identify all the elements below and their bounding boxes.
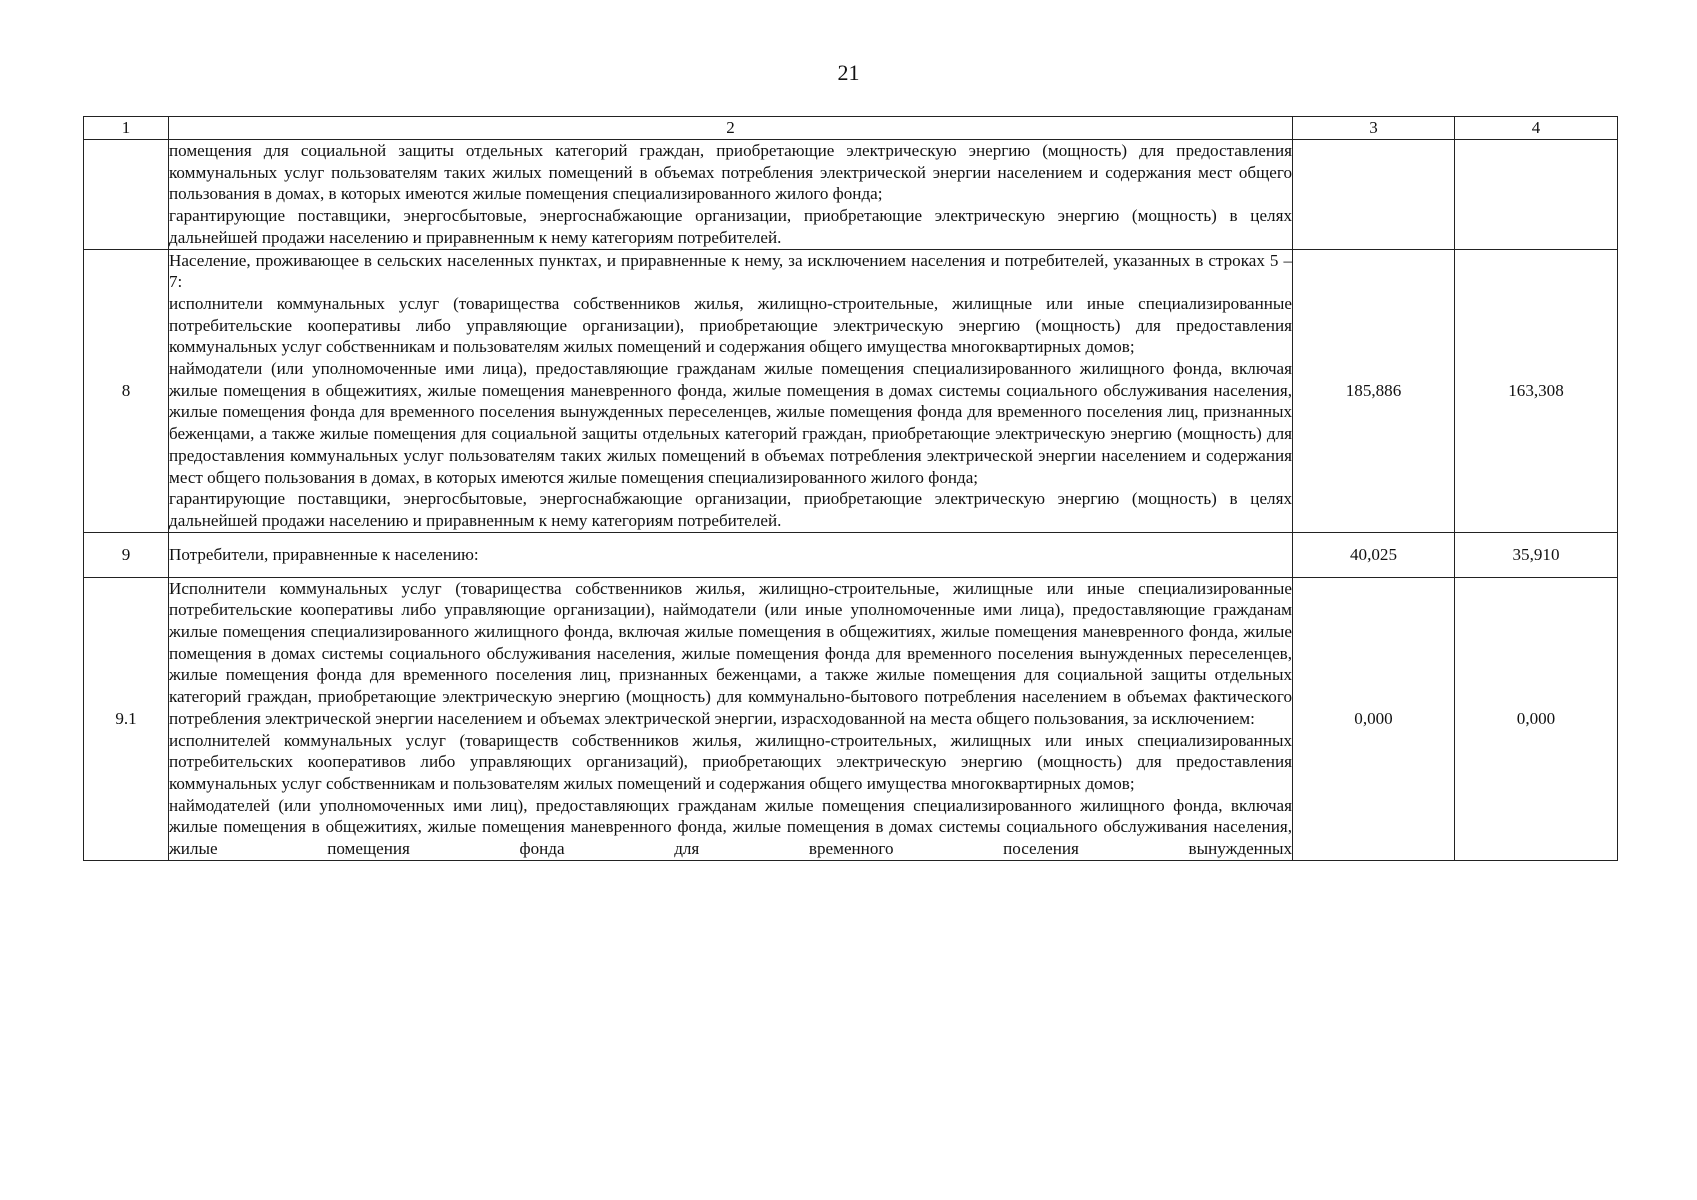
row-value-col3: 185,886 <box>1293 249 1455 532</box>
description-paragraph: исполнители коммунальных услуг (товарищества собственников жилья, жилищно-строительные, жилищные или иные специализированные потребительские кооперативы либо управляющие организации), приобретающие электрическую энергию (мощность) для предоставления коммунальных услуг собственникам и пользователям жилых помещений и содержания общего имущества многоквартирных домов; <box>169 293 1292 357</box>
row-description <box>169 249 1293 532</box>
description-paragraph: гарантирующие поставщики, энергосбытовые, энергоснабжающие организации, приобретающие электрическую энергию (мощность) в целях дальнейшей продажи населению и приравненным к нему категориям потребителей. <box>169 489 1292 530</box>
row-value-col3: 0,000 <box>1293 577 1455 860</box>
description-paragraph: Потребители, приравненные к населению: <box>169 544 479 564</box>
description-paragraph: Исполнители коммунальных услуг (товарищества собственников жилья, жилищно-строительные, жилищные или иные специализированные потребительские кооперативы либо управляющие организации), наймодатели (или иные уполномоченные ими лица), предоставляющие гражданам жилые помещения специализированного жилищного фонда, включая жилые помещения в общежитиях, жилые помещения маневренного фонда, жилые помещения в домах системы социального обслуживания населения, жилые помещения фонда для временного поселения вынужденных переселенцев, жилые помещения фонда для временного поселения лиц, признанных беженцами, а также жилые помещения для социальной защиты отдельных категорий граждан, приобретающие электрическую энергию (мощность) для коммунально-бытового потребления населением в объемах фактического потребления электрической энергии населением и объемах электрической энергии, израсходованной на места общего пользования, за исключением: <box>169 578 1292 728</box>
tariff-table <box>83 116 1618 861</box>
row-number: 8 <box>84 249 169 532</box>
row-description <box>169 140 1293 250</box>
table-row <box>84 577 1618 860</box>
table-row <box>84 140 1618 250</box>
description-paragraph: гарантирующие поставщики, энергосбытовые, энергоснабжающие организации, приобретающие электрическую энергию (мощность) в целях дальнейшей продажи населению и приравненным к нему категориям потребителей. <box>169 206 1292 247</box>
row-value-col4: 0,000 <box>1455 577 1618 860</box>
row-description <box>169 577 1293 860</box>
table-header-row <box>84 117 1618 140</box>
description-paragraph: наймодателей (или уполномоченных ими лиц), предоставляющих гражданам жилые помещения специализированного жилищного фонда, включая жилые помещения в общежитиях, жилые помещения маневренного фонда, жилые помещения в домах системы социального обслуживания населения, жилые помещения фонда для временного поселения вынужденных <box>169 795 1292 859</box>
row-value-col4: 163,308 <box>1455 249 1618 532</box>
row-number: 9.1 <box>84 577 169 860</box>
row-value-col3 <box>1293 140 1455 250</box>
page-number: 21 <box>837 60 860 85</box>
table-row <box>84 249 1618 532</box>
description-paragraph: наймодатели (или уполномоченные ими лица), предоставляющие гражданам жилые помещения специализированного жилищного фонда, включая жилые помещения в общежитиях, жилые помещения маневренного фонда, жилые помещения в домах системы социального обслуживания населения, жилые помещения фонда для временного поселения вынужденных переселенцев, жилые помещения фонда для временного поселения лиц, признанных беженцами, а также жилые помещения для социальной защиты отдельных категорий граждан, приобретающие электрическую энергию (мощность) для предоставления коммунальных услуг пользователям таких жилых помещений в объемах потребления электрической энергии населением и содержания мест общего пользования в домах, в которых имеются жилые помещения специализированного жилого фонда; <box>169 359 1292 487</box>
row-description <box>169 532 1293 577</box>
description-paragraph: помещения для социальной защиты отдельных категорий граждан, приобретающие электрическую энергию (мощность) для предоставления коммунальных услуг пользователям таких жилых помещений в объемах потребления электрической энергии населением и содержания мест общего пользования в домах, в которых имеются жилые помещения специализированного жилого фонда; <box>169 141 1292 204</box>
row-value-col3: 40,025 <box>1293 532 1455 577</box>
row-value-col4 <box>1455 140 1618 250</box>
row-number <box>84 140 169 250</box>
row-value-col4: 35,910 <box>1455 532 1618 577</box>
column-header-1: 1 <box>84 117 169 140</box>
column-header-3: 3 <box>1293 117 1455 140</box>
description-paragraph: Население, проживающее в сельских населенных пунктах, и приравненные к нему, за исключением населения и потребителей, указанных в строках 5 – 7: <box>169 250 1292 292</box>
row-number: 9 <box>84 532 169 577</box>
description-paragraph: исполнителей коммунальных услуг (товариществ собственников жилья, жилищно-строительных, жилищных или иных специализированных потребительских кооперативов либо управляющих организаций), приобретающих электрическую энергию (мощность) для предоставления коммунальных услуг собственникам и пользователям жилых помещений и содержания общего имущества многоквартирных домов; <box>169 730 1292 793</box>
table-row <box>84 532 1618 577</box>
column-header-4: 4 <box>1455 117 1618 140</box>
column-header-2: 2 <box>169 117 1293 140</box>
